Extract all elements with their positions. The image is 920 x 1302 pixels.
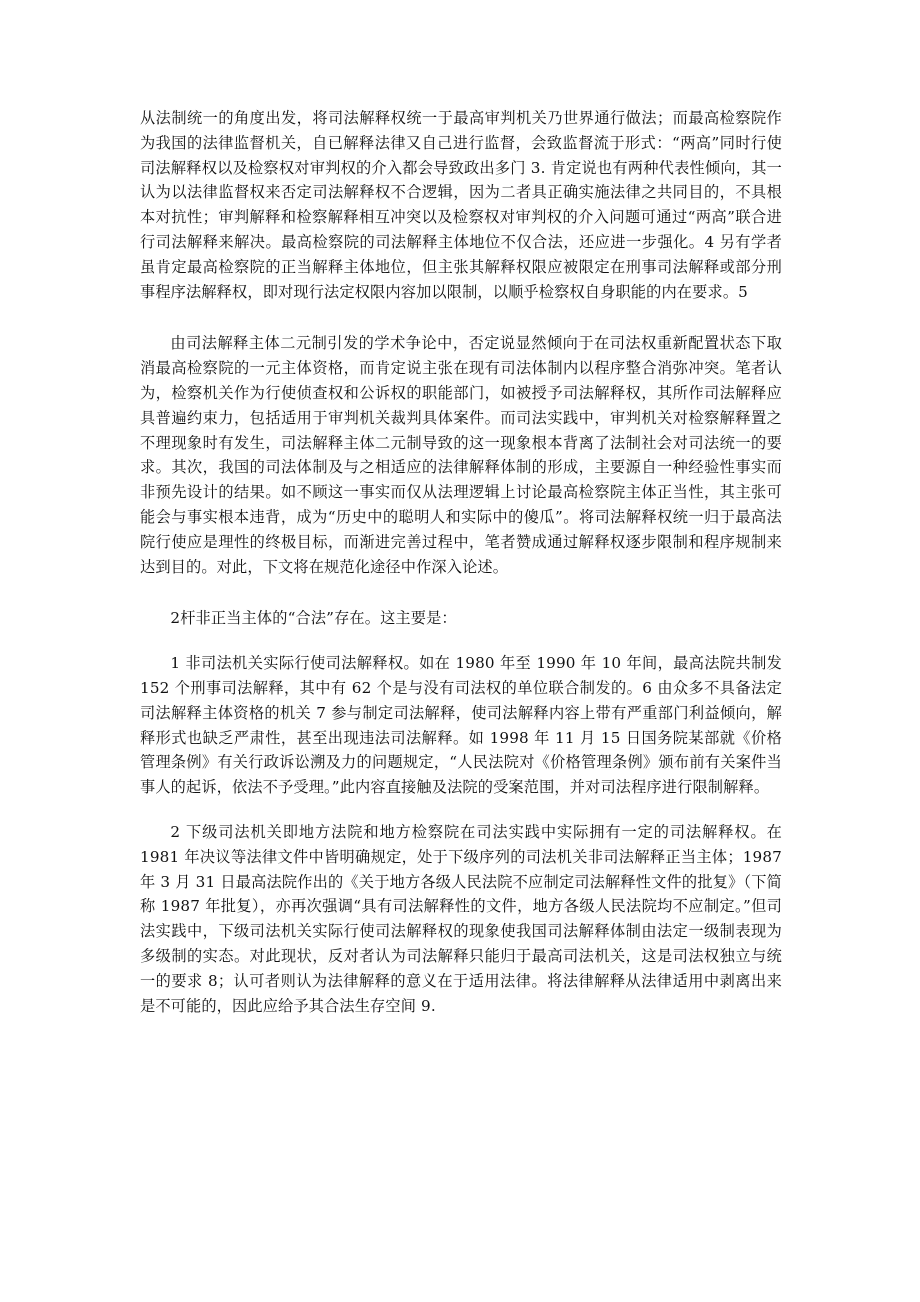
paragraph-5: 2 下级司法机关即地方法院和地方检察院在司法实践中实际拥有一定的司法解释权。在 1981 年决议等法律文件中皆明确规定，处于下级序列的司法机关非司法解释正当主体；1987 年 3 月 31 日最高法院作出的《关于地方各级人民法院不应制定司法解释性文件的批复》（下简称 1987 年批复），亦再次强调“具有司法解释性的文件，地方各级人民法院均不应制定。”但司法实践中，下级司法机关实际行使司法解释权的现象使我国司法解释体制由法定一级制表现为多级制的实态。对此现状，反对者认为司法解释只能归于最高司法机关，这是司法权独立与统一的要求 8；认可者则认为法律解释的意义在于适用法律。将法律解释从法律适用中剥离出来是不可能的，因此应给予其合法生存空间 9.: [140, 822, 782, 1015]
paragraph-1: 从法制统一的角度出发，将司法解释权统一于最高审判机关乃世界通行做法；而最高检察院作为我国的法律监督机关，自已解释法律又自己进行监督，会致监督流于形式：“两高”同时行使司法解释权以及检察权对审判权的介入都会导致政出多门 3. 肯定说也有两种代表性倾向，其一认为以法律监督权来否定司法解释权不合逻辑，因为二者具正确实施法律之共同目的，不具根本对抗性；审判解释和检察解释相互冲突以及检察权对审判权的介入问题可通过“两高”联合进行司法解释来解决。最高检察院的司法解释主体地位不仅合法，还应进一步强化。4 另有学者虽肯定最高检察院的正当解释主体地位，但主张其解释权限应被限定在刑事司法解释或部分刑事程序法解释权，即对现行法定权限内容加以限制，以顺乎检察权自身职能的内在要求。5: [140, 109, 782, 301]
paragraph-4: 1 非司法机关实际行使司法解释权。如在 1980 年至 1990 年 10 年间，最高法院共制发 152 个刑事司法解释，其中有 62 个是与没有司法权的单位联合制发的。6 由众多不具备法定司法解释主体资格的机关 7 参与制定司法解释，使司法解释内容上带有严重部门利益倾向，解释形式也缺乏严肃性，甚至出现违法司法解释。如 1998 年 11 月 15 日国务院某部就《价格管理条例》有关行政诉讼溯及力的问题规定，“人民法院对《价格管理条例》颁布前有关案件当事人的起诉，依法不予受理。”此内容直接触及法院的受案范围，并对司法程序进行限制解释。: [140, 654, 782, 797]
paragraph-3-heading: 2杆非正当主体的“合法”存在。这主要是：: [170, 609, 457, 628]
document-body: [140, 106, 782, 1045]
paragraph-2: 由司法解释主体二元制引发的学术争论中，否定说显然倾向于在司法权重新配置状态下取消最高检察院的一元主体资格，而肯定说主张在现有司法体制内以程序整合消弥冲突。笔者认为，检察机关作为行使侦查权和公诉权的职能部门，如被授予司法解释权，其所作司法解释应具普遍约束力，包括适用于审判机关裁判具体案件。而司法实践中，审判机关对检察解释置之不理现象时有发生，司法解释主体二元制导致的这一现象根本背离了法制社会对司法统一的要求。其次，我国的司法体制及与之相适应的法律解释体制的形成，主要源自一种经验性事实而非预先设计的结果。如不顾这一事实而仅从法理逻辑上讨论最高检察院主体正当性，其主张可能会与事实根本违背，成为“历史中的聪明人和实际中的傻瓜”。将司法解释权统一归于最高法院行使应是理性的终极目标，而渐进完善过程中，笔者赞成通过解释权逐步限制和程序规制来达到目的。对此，下文将在规范化途径中作深入论述。: [140, 334, 782, 576]
